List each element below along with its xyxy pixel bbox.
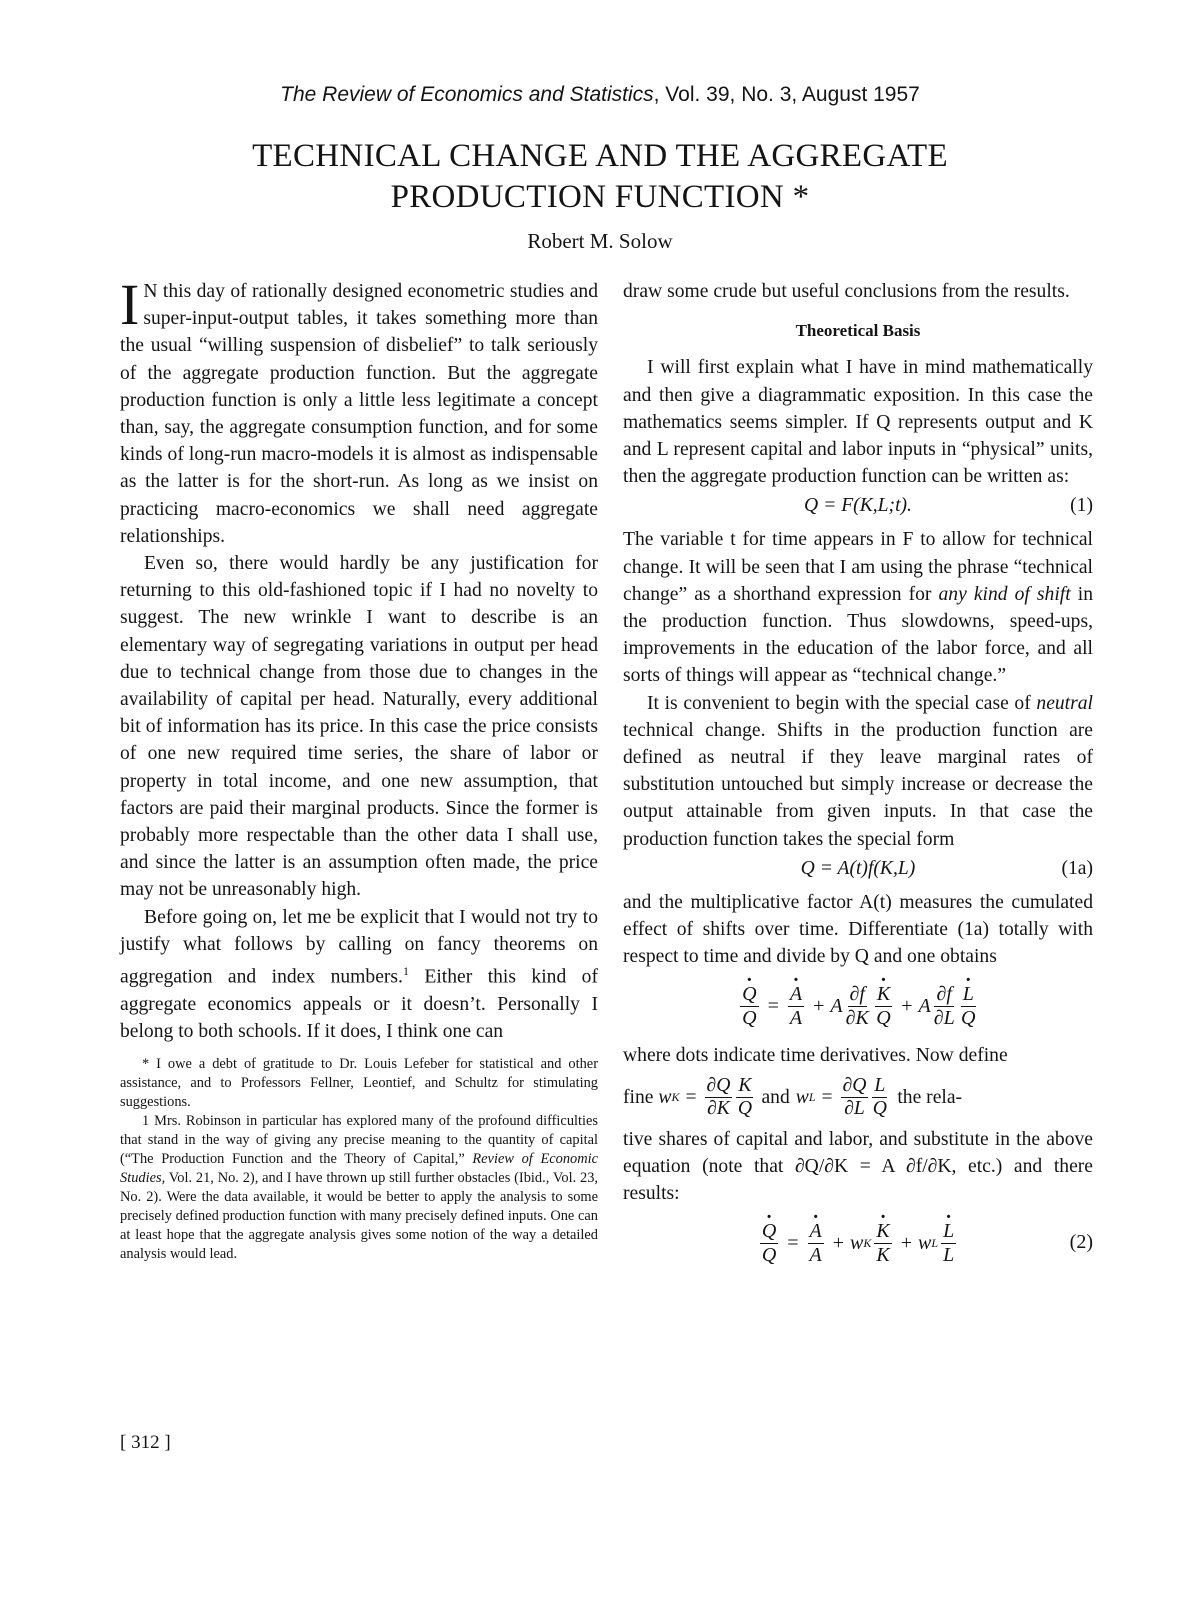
eq2-wl: w [918, 1231, 932, 1254]
wk-sub: K [671, 1090, 680, 1105]
equation-1 [623, 492, 1093, 522]
theory-paragraph-3-a: It is convenient to begin with the special case of [647, 692, 1037, 714]
frac-dq-dl [841, 1075, 869, 1120]
footnote-ref-1[interactable]: 1 [402, 964, 409, 979]
eq2-frac-k [874, 1220, 891, 1267]
frac-adot-a [788, 983, 804, 1030]
dk-denom-2: ∂K [707, 1098, 730, 1120]
equals-sign-wk: = [685, 1087, 697, 1109]
eq2-q-dot: · Q [762, 1220, 776, 1243]
theory-paragraph-4: and the multiplicative factor A(t) measures the cumulated effect of shifts over time. Differentiate (1a) totally with respect to time and divide by Q and one obtains [623, 891, 1093, 968]
intro-paragraph [120, 272, 598, 550]
equation-1-body: Q = F(K,L;t). [804, 495, 912, 517]
dl-denom-2: ∂L [844, 1098, 865, 1120]
a-denom: A [789, 1006, 803, 1029]
journal-citation [0, 83, 1200, 107]
eq2-frac-a [808, 1220, 824, 1267]
author: Robert M. Solow [527, 229, 673, 253]
dk-denom: ∂K [845, 1006, 869, 1029]
q-dot: · Q [742, 983, 756, 1006]
footnotes [120, 1055, 598, 1264]
footnote-1 [120, 1112, 598, 1264]
k-num: K [738, 1075, 752, 1097]
title-line-2: PRODUCTION FUNCTION * [390, 179, 810, 215]
dq-num-2: ∂Q [842, 1075, 867, 1097]
theory-paragraph-1: I will first explain what I have in mind mathematically and then give a diagrammatic exposition. In this case the mathematics seems simpler. If Q represents output and K and L represent capital and labor inputs in “physical” units, then the aggregate production function can be written as: [623, 357, 1093, 488]
equation-1a-body: Q = A(t)f(K,L) [800, 857, 916, 879]
frac-l-q [872, 1075, 887, 1120]
footnote-1-text-b: Vol. 21, No. 2), and I have thrown up still further obstacles (Ibid., Vol. 23, No. 2). Were the data available, it would be better to apply the analysis to some precisely defined production function with many precisely defined inputs. One can at least hope that the aggregate analysis gives some notion of the way a detailed analysis would lead. [120, 1170, 598, 1263]
q-denom-4: Q [737, 1098, 752, 1120]
plus-sign-2: + [901, 994, 913, 1017]
eq2-wk: w [850, 1231, 864, 1254]
left-column [120, 272, 599, 1264]
title-line-1: TECHNICAL CHANGE AND THE AGGREGATE [252, 138, 948, 174]
theory-paragraph-2-b: in the production function. Thus slowdowns, speed-ups, improvements in the education of the labor force, and all sorts of things will appear as “technical change.” [623, 583, 1093, 687]
eq2-a-denom: A [809, 1243, 822, 1266]
theory-paragraph-3 [623, 690, 1093, 853]
theory-paragraph-2-a: The variable t for time appears in F to allow for technical change. It will be seen that I am using the phrase “technical change” as a shorthand expression for [623, 529, 1093, 605]
q-denom-2: Q [876, 1006, 891, 1029]
df-num-2: ∂f [936, 982, 952, 1005]
rela-text: the rela- [897, 1087, 963, 1109]
l-dot: · L [963, 983, 974, 1006]
right-column [623, 278, 1093, 1279]
journal-name: The Review of Economics and Statistics [280, 83, 654, 106]
eq2-l-dot: · L [943, 1220, 954, 1243]
df-num: ∂f [849, 982, 865, 1005]
eq2-frac-l [941, 1220, 956, 1267]
theory-paragraph-2 [623, 526, 1093, 689]
wl-symbol: w [795, 1087, 809, 1109]
l-num: L [874, 1075, 886, 1097]
eq2-wk-sub: K [863, 1235, 872, 1250]
theory-paragraph-2-emph: any kind of shift [938, 583, 1071, 605]
paragraph-2: Even so, there would hardly be any justification for returning to this old-fashioned topic if I had no novelty to suggest. The new wrinkle I want to describe is an elementary way of segregating variations in output per head due to technical change from those due to changes in the availability of capital per head. Naturally, every additional bit of information has its price. In this case the price consists of one new required time series, the share of labor or property in total income, and one new assumption, that factors are paid their marginal products. Since the former is probably more respectable than the other data I shall use, and since the latter is an assumption often made, the price may not be unreasonably high. [120, 553, 598, 901]
frac-dq-dk [705, 1075, 733, 1120]
frac-kdot-q [875, 983, 892, 1030]
frac-df-dk [846, 983, 869, 1030]
footnote-1-journal: Review of Economic Studies, [120, 1151, 598, 1187]
paragraph-3-text-a: Before going on, let me be explicit that I would not try to justify what follows by calling on fancy theorems on aggregation and index numbers. [120, 906, 598, 988]
equation-2 [623, 1211, 1093, 1275]
equals-sign-wl: = [821, 1087, 833, 1109]
paragraph-3 [120, 904, 598, 1046]
dq-num: ∂Q [706, 1075, 731, 1097]
theory-paragraph-5: where dots indicate time derivatives. Now define [623, 1045, 1008, 1067]
fine-text: fine [623, 1087, 659, 1109]
eq2-equals: = [787, 1231, 799, 1254]
equation-1-number: (1) [1070, 495, 1093, 517]
equation-1a-number: (1a) [1061, 857, 1093, 879]
intro-text: N this day of rationally designed econometric studies and super-input-output tables, it takes something more than the usual “willing suspension of disbelief” to talk seriously of the aggregate production function. But the aggregate production function is only a little less legitimate a concept than, say, the aggregate consumption function, and for some kinds of long-run macro-models it is almost as indispensable as the latter is for the short-run. As long as we insist on practicing macro-economics we shall need aggregate relationships. [120, 281, 598, 547]
theory-paragraph-3-b: technical change. Shifts in the production function are defined as neutral if they leave marginal rates of substitution untouched but simply increase or decrease the output attainable from given inputs. In that case the production function takes the special form [623, 719, 1093, 850]
dl-denom: ∂L [933, 1006, 955, 1029]
eq2-wl-sub: L [931, 1235, 939, 1250]
eq2-q-denom: Q [761, 1243, 777, 1266]
eq2-plus-1: + [832, 1231, 845, 1254]
page-number: [ 312 ] [120, 1432, 171, 1453]
drop-cap: I [120, 272, 140, 337]
equals-sign: = [767, 994, 779, 1017]
growth-equation [623, 974, 1093, 1038]
section-heading: Theoretical Basis [795, 321, 921, 341]
q-denom-5: Q [872, 1098, 887, 1120]
frac-qdot-q [740, 983, 758, 1030]
theory-paragraph-6: tive shares of capital and labor, and substitute in the above equation (note that ∂Q/∂K = A ∂f/∂K, etc.) and there results: [623, 1128, 1093, 1205]
theory-paragraph-3-emph: neutral [1036, 692, 1093, 714]
footnote-1-text-a: 1 Mrs. Robinson in particular has explored many of the profound difficulties that stand in the way of giving any precise meaning to the quantity of capital (“The Production Function and the Theory of Capital,” [120, 1113, 598, 1168]
eq2-l-denom: L [943, 1243, 955, 1266]
equation-1a [623, 855, 1093, 885]
q-denom: Q [742, 1006, 757, 1029]
eq2-k-denom: K [876, 1243, 890, 1266]
frac-ldot-q [961, 983, 976, 1030]
eq2-frac-q [760, 1220, 778, 1267]
frac-df-dl [934, 983, 955, 1030]
journal-issue: , Vol. 39, No. 3, August 1957 [653, 83, 920, 106]
a-coef-2: A [918, 994, 931, 1017]
and-text: and [761, 1087, 790, 1109]
plus-sign: + [813, 994, 825, 1017]
equation-2-number: (2) [1069, 1231, 1093, 1254]
eq2-plus-2: + [900, 1231, 913, 1254]
frac-k-q [736, 1075, 753, 1120]
k-dot: · K [877, 983, 890, 1006]
share-definitions [623, 1070, 1093, 1126]
footnote-star: * I owe a debt of gratitude to Dr. Louis Lefeber for statistical and other assistance, and to Professors Fellner, Leontief, and Schultz for stimulating suggestions. [120, 1056, 598, 1111]
paper-title [0, 136, 1200, 218]
eq2-k-dot: · K [876, 1220, 889, 1243]
eq2-a-dot: · A [810, 1220, 822, 1243]
continuation-paragraph: draw some crude but useful conclusions from the results. [623, 281, 1070, 302]
a-coef: A [830, 994, 843, 1017]
a-dot: · A [790, 983, 802, 1006]
wl-sub: L [808, 1090, 816, 1105]
paragraph-3-text-b: Either this kind of aggregate economics appeals or it doesn’t. Personally I belong to both schools. If it does, I think one can [120, 966, 599, 1043]
wk-symbol: w [658, 1087, 672, 1109]
q-denom-3: Q [961, 1006, 976, 1029]
